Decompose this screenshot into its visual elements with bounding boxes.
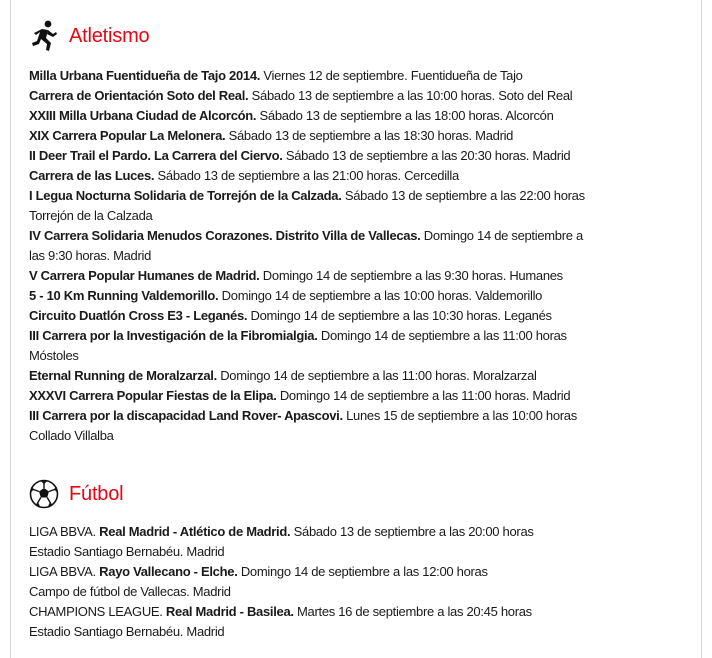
event-details: Domingo 14 de septiembre a las 11:00 horas: [317, 328, 567, 343]
match-venue: Estadio Santiago Bernabéu. Madrid: [29, 624, 225, 639]
event-name: XXXVI Carrera Popular Fiestas de la Elipa.: [29, 388, 277, 403]
runner-icon: [29, 19, 59, 53]
athletics-header: [29, 14, 689, 58]
event-name: IV Carrera Solidaria Menudos Corazones. Distrito Villa de Vallecas.: [29, 228, 421, 243]
athletics-event: [29, 366, 689, 386]
event-name: I Legua Nocturna Solidaria de Torrejón de la Calzada.: [29, 188, 342, 203]
athletics-event: [29, 306, 689, 326]
football-match: [29, 602, 689, 622]
athletics-event: [29, 326, 689, 346]
athletics-section: [29, 14, 689, 446]
event-location: las 9:30 horas. Madrid: [29, 248, 152, 263]
event-details: Domingo 14 de septiembre a las 11:00 horas. Moralzarzal: [216, 368, 537, 383]
event-name: Eternal Running de Moralzarzal.: [29, 368, 217, 383]
event-name: Carrera de las Luces.: [29, 168, 155, 183]
event-name: II Deer Trail el Pardo. La Carrera del Ciervo.: [29, 148, 283, 163]
athletics-event: [29, 386, 689, 406]
football-section: [29, 472, 689, 642]
match-details: Domingo 14 de septiembre a las 12:00 horas: [237, 564, 488, 579]
event-details: Domingo 14 de septiembre a las 9:30 horas. Humanes: [259, 268, 563, 283]
football-match-venue: [29, 622, 689, 642]
event-name: V Carrera Popular Humanes de Madrid.: [29, 268, 260, 283]
match-details: Sábado 13 de septiembre a las 20:00 horas: [290, 524, 534, 539]
football-header: [29, 472, 689, 516]
event-details: Domingo 14 de septiembre a las 11:00 horas. Madrid: [276, 388, 571, 403]
athletics-event-continuation: [29, 246, 689, 266]
athletics-event: [29, 166, 689, 186]
event-details: Sábado 13 de septiembre a las 18:00 horas. Alcorcón: [256, 108, 554, 123]
event-details: Sábado 13 de septiembre a las 10:00 horas. Soto del Real: [248, 88, 573, 103]
athletics-event: [29, 186, 689, 206]
event-location: Móstoles: [29, 348, 79, 363]
athletics-event: [29, 106, 689, 126]
athletics-title: Atletismo: [69, 24, 150, 47]
event-name: Milla Urbana Fuentidueña de Tajo 2014.: [29, 68, 261, 83]
match-competition: LIGA BBVA.: [29, 524, 100, 539]
event-details: Domingo 14 de septiembre a: [420, 228, 583, 243]
match-venue: Campo de fútbol de Vallecas. Madrid: [29, 584, 231, 599]
match-teams: Rayo Vallecano - Elche.: [99, 564, 238, 579]
match-competition: LIGA BBVA.: [29, 564, 100, 579]
football-title: Fútbol: [69, 482, 124, 505]
event-name: Circuito Duatlón Cross E3 - Leganés.: [29, 308, 248, 323]
athletics-event: [29, 266, 689, 286]
match-teams: Real Madrid - Basilea.: [165, 604, 294, 619]
football-event-list: [29, 522, 689, 642]
event-name: III Carrera por la Investigación de la Fibromialgia.: [29, 328, 318, 343]
event-name: 5 - 10 Km Running Valdemorillo.: [29, 288, 219, 303]
athletics-event: [29, 286, 689, 306]
event-details: Sábado 13 de septiembre a las 18:30 horas. Madrid: [225, 128, 514, 143]
athletics-event: [29, 226, 689, 246]
match-teams: Real Madrid - Atlético de Madrid.: [99, 524, 291, 539]
event-name: Carrera de Orientación Soto del Real.: [29, 88, 249, 103]
event-location: Torrejón de la Calzada: [29, 208, 153, 223]
event-name: III Carrera por la discapacidad Land Rover- Apascovi.: [29, 408, 343, 423]
football-match-venue: [29, 542, 689, 562]
event-name: XXIII Milla Urbana Ciudad de Alcorcón.: [29, 108, 257, 123]
event-details: Domingo 14 de septiembre a las 10:30 horas. Leganés: [247, 308, 552, 323]
event-details: Sábado 13 de septiembre a las 22:00 horas: [341, 188, 585, 203]
football-match: [29, 562, 689, 582]
athletics-event-continuation: [29, 346, 689, 366]
match-competition: CHAMPIONS LEAGUE.: [29, 604, 166, 619]
athletics-event: [29, 86, 689, 106]
content-panel: [10, 0, 702, 658]
athletics-event-continuation: [29, 426, 689, 446]
soccer-ball-icon: [29, 477, 59, 511]
event-name: XIX Carrera Popular La Melonera.: [29, 128, 226, 143]
athletics-event-continuation: [29, 206, 689, 226]
athletics-event: [29, 406, 689, 426]
event-details: Domingo 14 de septiembre a las 10:00 horas. Valdemorillo: [218, 288, 543, 303]
football-match: [29, 522, 689, 542]
athletics-event-list: [29, 66, 689, 446]
event-location: Collado Villalba: [29, 428, 114, 443]
event-details: Viernes 12 de septiembre. Fuentidueña de Tajo: [260, 68, 523, 83]
athletics-event: [29, 146, 689, 166]
event-details: Sábado 13 de septiembre a las 21:00 horas. Cercedilla: [154, 168, 459, 183]
athletics-event: [29, 66, 689, 86]
match-venue: Estadio Santiago Bernabéu. Madrid: [29, 544, 225, 559]
event-details: Lunes 15 de septiembre a las 10:00 horas: [342, 408, 577, 423]
football-match-venue: [29, 582, 689, 602]
event-details: Sábado 13 de septiembre a las 20:30 horas. Madrid: [282, 148, 571, 163]
athletics-event: [29, 126, 689, 146]
match-details: Martes 16 de septiembre a las 20:45 horas: [293, 604, 532, 619]
